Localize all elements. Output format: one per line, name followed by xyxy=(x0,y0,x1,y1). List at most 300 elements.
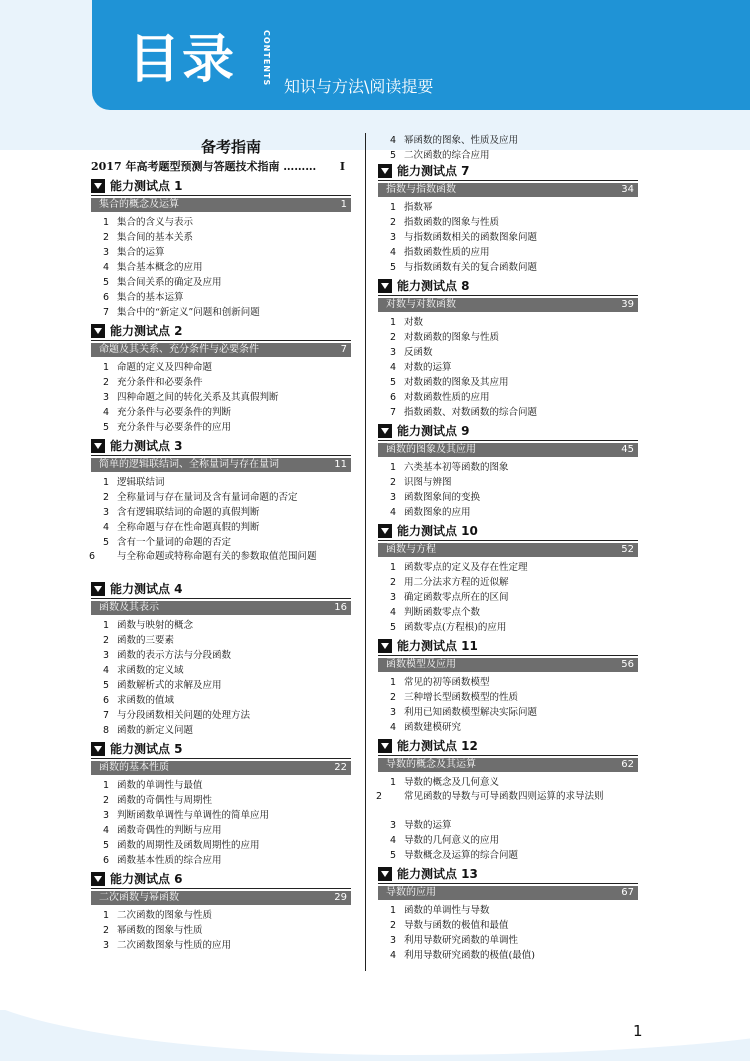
section-heading-text: 能力测试点 8 xyxy=(397,279,470,293)
list-item[interactable] xyxy=(91,505,351,520)
list-item[interactable] xyxy=(91,838,351,853)
section-heading[interactable] xyxy=(378,738,638,756)
item-number: 1 xyxy=(103,910,110,921)
list-item[interactable] xyxy=(91,648,351,663)
item-text: 导数概念及运算的综合问题 xyxy=(404,850,519,861)
item-number: 3 xyxy=(103,940,110,951)
list-item[interactable] xyxy=(378,315,638,330)
item-text: 三种增长型函数模型的性质 xyxy=(404,692,519,703)
item-text: 函数的三要素 xyxy=(117,635,175,646)
list-item[interactable] xyxy=(378,775,638,790)
section-heading[interactable] xyxy=(378,278,638,296)
topic-page-number: 7 xyxy=(340,344,347,355)
guide-entry-text: 2017 年高考题型预测与答题技术指南 xyxy=(91,160,280,173)
list-item[interactable] xyxy=(91,723,351,738)
list-item[interactable] xyxy=(91,808,351,823)
topic-page-number: 56 xyxy=(621,659,634,670)
item-text: 函数零点(方程根)的应用 xyxy=(404,622,507,633)
list-item[interactable] xyxy=(378,833,638,848)
item-number: 6 xyxy=(103,292,110,303)
item-number: 4 xyxy=(390,507,397,518)
section-heading[interactable] xyxy=(91,438,351,456)
item-text: 常见的初等函数模型 xyxy=(404,677,490,688)
topic-page-number: 45 xyxy=(621,444,634,455)
item-number: 1 xyxy=(390,202,397,213)
section-heading[interactable] xyxy=(378,866,638,884)
topic-bar[interactable] xyxy=(378,443,638,457)
list-item[interactable] xyxy=(91,793,351,808)
list-item[interactable] xyxy=(91,618,351,633)
item-number: 7 xyxy=(103,710,110,721)
triangle-marker-icon xyxy=(378,524,392,538)
item-text: 对数函数性质的应用 xyxy=(404,392,490,403)
item-text: 四种命题之间的转化关系及其真假判断 xyxy=(117,392,279,403)
test-point-section xyxy=(91,741,351,868)
topic-bar[interactable] xyxy=(91,891,351,905)
section-heading[interactable] xyxy=(378,423,638,441)
page-subtitle: 知识与方法\阅读提要 xyxy=(284,77,434,96)
triangle-marker-icon xyxy=(91,872,105,886)
list-item[interactable] xyxy=(378,818,638,833)
list-item[interactable] xyxy=(91,305,351,320)
item-number: 1 xyxy=(103,217,110,228)
triangle-marker-icon xyxy=(378,639,392,653)
item-number: 3 xyxy=(390,820,397,831)
section-heading-text: 能力测试点 11 xyxy=(397,639,478,653)
item-text: 与指数函数有关的复合函数问题 xyxy=(404,262,538,273)
item-text: 充分条件与必要条件的判断 xyxy=(117,407,232,418)
topic-bar[interactable] xyxy=(91,198,351,212)
list-item[interactable] xyxy=(91,778,351,793)
item-text: 求函数的定义域 xyxy=(117,665,184,676)
item-text: 利用已知函数模型解决实际问题 xyxy=(404,707,538,718)
item-number: 5 xyxy=(103,277,110,288)
list-item[interactable] xyxy=(91,290,351,305)
triangle-marker-icon xyxy=(91,439,105,453)
item-number: 1 xyxy=(390,905,397,916)
list-item[interactable] xyxy=(378,918,638,933)
page-number: 1 xyxy=(633,1022,643,1040)
item-text: 命题的定义及四种命题 xyxy=(117,362,213,373)
item-text: 充分条件和必要条件 xyxy=(117,377,203,388)
item-text: 函数的周期性及函数周期性的应用 xyxy=(117,840,260,851)
item-text: 反函数 xyxy=(404,347,433,358)
list-item[interactable] xyxy=(378,245,638,260)
item-text: 函数的单调性与最值 xyxy=(117,780,203,791)
item-text: 确定函数零点所在的区间 xyxy=(404,592,509,603)
item-number: 5 xyxy=(390,377,397,388)
test-point-section xyxy=(91,438,351,578)
item-text: 函数解析式的求解及应用 xyxy=(117,680,222,691)
list-item[interactable] xyxy=(91,245,351,260)
item-number: 3 xyxy=(103,650,110,661)
list-item[interactable] xyxy=(378,405,638,420)
topic-title: 函数及其表示 xyxy=(99,602,159,613)
topic-title: 导数的应用 xyxy=(386,887,436,898)
test-point-section xyxy=(91,178,351,320)
item-number: 2 xyxy=(103,925,110,936)
item-text: 二次函数的综合应用 xyxy=(404,150,490,161)
list-item[interactable] xyxy=(91,420,351,435)
list-item[interactable] xyxy=(378,133,638,148)
test-point-section xyxy=(378,738,638,863)
section-heading-text: 能力测试点 1 xyxy=(110,179,183,193)
list-item[interactable] xyxy=(378,590,638,605)
list-item[interactable] xyxy=(91,938,351,953)
test-point-section xyxy=(378,866,638,963)
list-item[interactable] xyxy=(378,360,638,375)
item-number: 7 xyxy=(103,307,110,318)
item-number: 4 xyxy=(103,825,110,836)
topic-page-number: 34 xyxy=(621,184,634,195)
item-number: 3 xyxy=(103,810,110,821)
item-number: 6 xyxy=(89,551,96,562)
item-number: 4 xyxy=(390,722,397,733)
item-text: 函数的奇偶性与周期性 xyxy=(117,795,213,806)
section-heading[interactable] xyxy=(91,178,351,196)
section-heading-text: 能力测试点 10 xyxy=(397,524,478,538)
list-item[interactable] xyxy=(91,853,351,868)
item-number: 2 xyxy=(103,635,110,646)
item-number: 5 xyxy=(390,262,397,273)
topic-page-number: 62 xyxy=(621,759,634,770)
topic-title: 导数的概念及其运算 xyxy=(386,759,476,770)
item-text: 指数幂 xyxy=(404,202,433,213)
topic-bar[interactable] xyxy=(378,886,638,900)
item-text: 集合的运算 xyxy=(117,247,165,258)
item-number: 1 xyxy=(390,562,397,573)
item-text: 利用导数研究函数的极值(最值) xyxy=(404,950,535,961)
topic-bar[interactable] xyxy=(378,183,638,197)
item-text: 集合的基本运算 xyxy=(117,292,184,303)
item-number: 4 xyxy=(390,135,397,146)
item-text: 二次函数的图象与性质 xyxy=(117,910,213,921)
triangle-marker-icon xyxy=(378,424,392,438)
item-number: 3 xyxy=(390,492,397,503)
list-item[interactable] xyxy=(378,330,638,345)
item-number: 3 xyxy=(390,707,397,718)
list-item[interactable] xyxy=(378,200,638,215)
triangle-marker-icon xyxy=(91,324,105,338)
list-item[interactable] xyxy=(378,720,638,735)
item-text: 指数函数性质的应用 xyxy=(404,247,490,258)
item-number: 3 xyxy=(390,232,397,243)
topic-page-number: 1 xyxy=(340,199,347,210)
list-item[interactable] xyxy=(91,360,351,375)
list-item[interactable] xyxy=(378,903,638,918)
triangle-marker-icon xyxy=(378,164,392,178)
list-item[interactable] xyxy=(91,390,351,405)
list-item[interactable] xyxy=(378,390,638,405)
item-number: 4 xyxy=(103,262,110,273)
item-number: 4 xyxy=(390,607,397,618)
item-text: 全称命题与存在性命题真假的判断 xyxy=(117,522,260,533)
guide-entry-page: I xyxy=(339,160,345,173)
section-heading[interactable] xyxy=(378,523,638,541)
item-text: 对数函数的图象及其应用 xyxy=(404,377,509,388)
item-number: 2 xyxy=(390,577,397,588)
section-heading-text: 能力测试点 13 xyxy=(397,867,478,881)
item-number: 5 xyxy=(103,422,110,433)
item-number: 2 xyxy=(103,232,110,243)
right-column xyxy=(378,133,638,966)
item-number: 6 xyxy=(390,392,397,403)
item-number: 7 xyxy=(390,407,397,418)
topic-page-number: 39 xyxy=(621,299,634,310)
triangle-marker-icon xyxy=(91,742,105,756)
topic-page-number: 16 xyxy=(334,602,347,613)
item-number: 3 xyxy=(103,392,110,403)
section-heading-text: 能力测试点 12 xyxy=(397,739,478,753)
list-item[interactable] xyxy=(378,575,638,590)
list-item[interactable] xyxy=(378,848,638,863)
item-number: 4 xyxy=(103,522,110,533)
test-point-section xyxy=(378,163,638,275)
list-item[interactable] xyxy=(91,708,351,723)
item-text: 含有逻辑联结词的命题的真假判断 xyxy=(117,507,260,518)
list-item[interactable] xyxy=(91,405,351,420)
topic-title: 函数的图象及其应用 xyxy=(386,444,476,455)
topic-page-number: 67 xyxy=(621,887,634,898)
item-text: 全称量词与存在量词及含有量词命题的否定 xyxy=(117,492,298,503)
section-heading-text: 能力测试点 9 xyxy=(397,424,470,438)
item-text: 与指数函数相关的函数图象问题 xyxy=(404,232,538,243)
list-item[interactable] xyxy=(378,560,638,575)
list-item[interactable] xyxy=(91,475,351,490)
item-text: 幂函数的图象、性质及应用 xyxy=(404,135,519,146)
list-item[interactable] xyxy=(91,375,351,390)
section-heading-text: 能力测试点 6 xyxy=(110,872,183,886)
item-text: 集合中的“新定义”问题和创新问题 xyxy=(117,307,260,318)
section-heading-text: 能力测试点 7 xyxy=(397,164,470,178)
list-item[interactable] xyxy=(378,605,638,620)
item-text: 对数函数的图象与性质 xyxy=(404,332,500,343)
section-heading-text: 能力测试点 2 xyxy=(110,324,183,338)
triangle-marker-icon xyxy=(378,739,392,753)
item-text: 导数的概念及几何意义 xyxy=(404,777,500,788)
item-text: 函数零点的定义及存在性定理 xyxy=(404,562,528,573)
item-text: 导数的几何意义的应用 xyxy=(404,835,500,846)
topic-page-number: 29 xyxy=(334,892,347,903)
list-item[interactable] xyxy=(91,823,351,838)
continued-item-list xyxy=(378,133,638,163)
item-number: 6 xyxy=(103,695,110,706)
topic-title: 简单的逻辑联结词、全称量词与存在量词 xyxy=(99,459,279,470)
list-item[interactable] xyxy=(91,260,351,275)
list-item[interactable] xyxy=(91,275,351,290)
item-number: 5 xyxy=(390,150,397,161)
list-item[interactable] xyxy=(378,148,638,163)
item-number: 2 xyxy=(376,791,383,802)
item-text: 与全称命题或特称命题有关的参数取值范围问题 xyxy=(117,551,317,562)
section-heading[interactable] xyxy=(91,323,351,341)
item-text: 幂函数的图象与性质 xyxy=(117,925,203,936)
topic-bar[interactable] xyxy=(91,343,351,357)
list-item[interactable] xyxy=(91,535,351,550)
test-point-section xyxy=(378,638,638,735)
list-item[interactable] xyxy=(91,678,351,693)
list-item[interactable] xyxy=(378,690,638,705)
list-item[interactable] xyxy=(378,505,638,520)
item-number: 1 xyxy=(390,777,397,788)
test-point-section xyxy=(91,871,351,953)
list-item[interactable] xyxy=(91,550,351,578)
item-text: 含有一个量词的命题的否定 xyxy=(117,537,232,548)
topic-title: 函数的基本性质 xyxy=(99,762,169,773)
item-number: 2 xyxy=(390,217,397,228)
list-item[interactable] xyxy=(378,490,638,505)
topic-title: 对数与对数函数 xyxy=(386,299,456,310)
list-item[interactable] xyxy=(378,215,638,230)
item-number: 6 xyxy=(103,855,110,866)
right-section-list xyxy=(378,163,638,963)
item-number: 5 xyxy=(390,622,397,633)
item-number: 2 xyxy=(103,795,110,806)
item-text: 利用导数研究函数的单调性 xyxy=(404,935,519,946)
topic-bar[interactable] xyxy=(91,458,351,472)
item-number: 4 xyxy=(103,407,110,418)
item-number: 1 xyxy=(390,677,397,688)
item-text: 常见函数的导数与可导函数四则运算的求导法则 xyxy=(404,791,604,802)
section-heading-text: 能力测试点 5 xyxy=(110,742,183,756)
item-number: 1 xyxy=(390,462,397,473)
list-item[interactable] xyxy=(91,633,351,648)
left-column xyxy=(91,136,351,956)
topic-title: 函数模型及应用 xyxy=(386,659,456,670)
item-number: 3 xyxy=(390,935,397,946)
item-number: 4 xyxy=(390,247,397,258)
list-item[interactable] xyxy=(378,260,638,275)
triangle-marker-icon xyxy=(378,279,392,293)
item-text: 识图与辨图 xyxy=(404,477,452,488)
contents-label: CONTENTS xyxy=(262,30,271,87)
triangle-marker-icon xyxy=(378,867,392,881)
list-item[interactable] xyxy=(378,620,638,635)
topic-page-number: 52 xyxy=(621,544,634,555)
item-text: 函数图象的应用 xyxy=(404,507,471,518)
test-point-section xyxy=(378,523,638,635)
item-number: 2 xyxy=(390,477,397,488)
list-item[interactable] xyxy=(91,663,351,678)
left-section-list xyxy=(91,178,351,953)
list-item[interactable] xyxy=(91,923,351,938)
item-text: 导数的运算 xyxy=(404,820,452,831)
section-heading[interactable] xyxy=(91,581,351,599)
list-item[interactable] xyxy=(91,230,351,245)
item-text: 集合间的基本关系 xyxy=(117,232,194,243)
topic-bar[interactable] xyxy=(378,298,638,312)
topic-bar[interactable] xyxy=(378,758,638,772)
list-item[interactable] xyxy=(378,475,638,490)
list-item[interactable] xyxy=(91,520,351,535)
topic-bar[interactable] xyxy=(91,601,351,615)
list-item[interactable] xyxy=(378,790,638,818)
item-text: 指数函数、对数函数的综合问题 xyxy=(404,407,538,418)
guide-title: 备考指南 xyxy=(200,138,261,156)
item-number: 1 xyxy=(103,780,110,791)
item-number: 5 xyxy=(103,537,110,548)
item-number: 1 xyxy=(390,317,397,328)
list-item[interactable] xyxy=(378,345,638,360)
item-number: 2 xyxy=(103,377,110,388)
item-text: 导数与函数的极值和最值 xyxy=(404,920,509,931)
item-text: 判断函数单调性与单调性的简单应用 xyxy=(117,810,270,821)
item-number: 5 xyxy=(390,850,397,861)
item-text: 函数奇偶性的判断与应用 xyxy=(117,825,222,836)
item-number: 5 xyxy=(103,840,110,851)
item-text: 函数图象间的变换 xyxy=(404,492,481,503)
test-point-section xyxy=(91,323,351,435)
section-heading[interactable] xyxy=(378,638,638,656)
topic-title: 集合的概念及运算 xyxy=(99,199,179,210)
item-text: 六类基本初等函数的图象 xyxy=(404,462,509,473)
item-number: 3 xyxy=(390,592,397,603)
item-number: 1 xyxy=(103,362,110,373)
item-number: 2 xyxy=(390,332,397,343)
item-number: 1 xyxy=(103,477,110,488)
item-text: 集合间关系的确定及应用 xyxy=(117,277,222,288)
list-item[interactable] xyxy=(378,375,638,390)
section-heading-text: 能力测试点 4 xyxy=(110,582,183,596)
section-heading[interactable] xyxy=(91,741,351,759)
list-item[interactable] xyxy=(378,230,638,245)
item-number: 4 xyxy=(103,665,110,676)
list-item[interactable] xyxy=(91,490,351,505)
item-text: 逻辑联结词 xyxy=(117,477,165,488)
page-title: 目录 xyxy=(128,30,237,90)
topic-bar[interactable] xyxy=(378,543,638,557)
column-divider xyxy=(365,133,366,971)
item-text: 指数函数的图象与性质 xyxy=(404,217,500,228)
item-text: 集合基本概念的应用 xyxy=(117,262,203,273)
list-item[interactable] xyxy=(91,908,351,923)
list-item[interactable] xyxy=(378,933,638,948)
guide-entry[interactable] xyxy=(91,158,351,178)
topic-bar[interactable] xyxy=(378,658,638,672)
item-number: 2 xyxy=(390,920,397,931)
list-item[interactable] xyxy=(91,215,351,230)
item-text: 充分条件与必要条件的应用 xyxy=(117,422,232,433)
item-text: 函数的单调性与导数 xyxy=(404,905,490,916)
topic-bar[interactable] xyxy=(91,761,351,775)
item-text: 与分段函数相关问题的处理方法 xyxy=(117,710,251,721)
list-item[interactable] xyxy=(378,948,638,963)
item-text: 对数的运算 xyxy=(404,362,452,373)
item-text: 函数与映射的概念 xyxy=(117,620,194,631)
item-number: 2 xyxy=(103,492,110,503)
list-item[interactable] xyxy=(378,460,638,475)
section-heading[interactable] xyxy=(91,871,351,889)
item-text: 函数建模研究 xyxy=(404,722,462,733)
list-item[interactable] xyxy=(378,705,638,720)
guide-entry-dots: ……… xyxy=(283,160,317,173)
item-number: 1 xyxy=(103,620,110,631)
test-point-section xyxy=(91,581,351,738)
item-number: 4 xyxy=(390,950,397,961)
item-number: 2 xyxy=(390,692,397,703)
item-text: 函数的表示方法与分段函数 xyxy=(117,650,232,661)
triangle-marker-icon xyxy=(91,179,105,193)
item-number: 8 xyxy=(103,725,110,736)
topic-title: 函数与方程 xyxy=(386,544,436,555)
item-text: 用二分法求方程的近似解 xyxy=(404,577,509,588)
section-heading[interactable] xyxy=(378,163,638,181)
list-item[interactable] xyxy=(378,675,638,690)
list-item[interactable] xyxy=(91,693,351,708)
item-text: 判断函数零点个数 xyxy=(404,607,481,618)
item-text: 求函数的值域 xyxy=(117,695,175,706)
item-text: 二次函数图象与性质的应用 xyxy=(117,940,232,951)
